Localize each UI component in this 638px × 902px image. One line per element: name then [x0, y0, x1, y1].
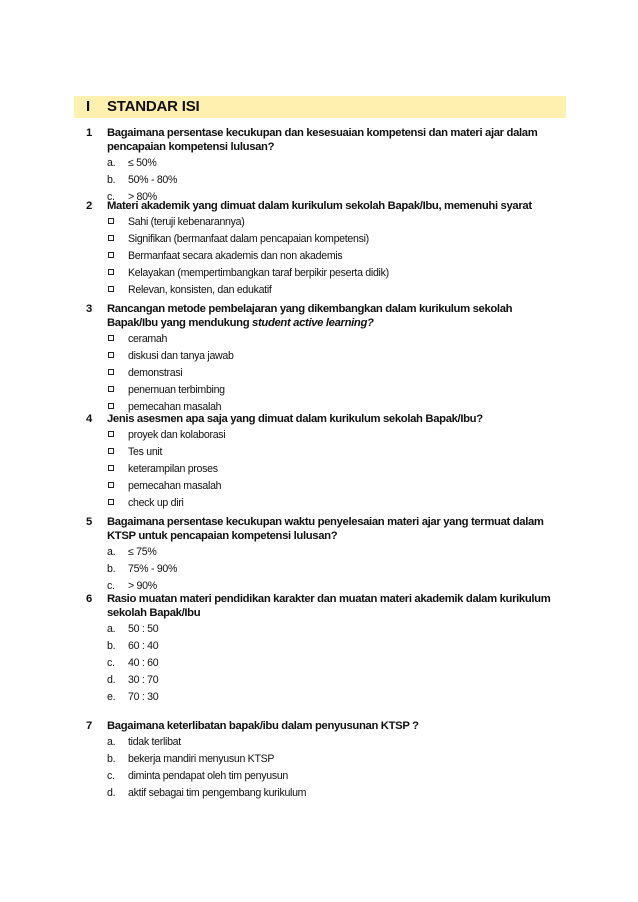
question-number: 1: [86, 127, 92, 139]
option-text: demonstrasi: [128, 367, 183, 379]
question-text-main: Jenis asesmen apa saja yang dimuat dalam kurikulum sekolah Bapak/Ibu?: [107, 413, 483, 425]
option-text: penemuan terbimbing: [128, 384, 225, 396]
option-text: proyek dan kolaborasi: [128, 429, 226, 441]
option-text: ≤ 50%: [128, 157, 157, 169]
option-text: 50% - 80%: [128, 174, 178, 186]
option-text: pemecahan masalah: [128, 480, 222, 492]
option-letter: b.: [107, 753, 116, 765]
checkbox-icon[interactable]: [108, 218, 114, 224]
question-text-main: Rancangan metode pembelajaran yang dikembangkan dalam kurikulum sekolah Bapak/Ibu yang mendukung: [107, 303, 513, 329]
checkbox-icon[interactable]: [108, 499, 114, 505]
option-text: check up diri: [128, 497, 184, 509]
option-letter: b.: [107, 563, 116, 575]
checkbox-icon[interactable]: [108, 269, 114, 275]
question-text: [107, 719, 559, 733]
question-text-main: Materi akademik yang dimuat dalam kurikulum sekolah Bapak/Ibu, memenuhi syarat: [107, 200, 532, 212]
option-text: > 80%: [128, 191, 157, 203]
question-text-emphasis: student active learning?: [252, 317, 374, 329]
option-letter: c.: [107, 770, 115, 782]
checkbox-icon[interactable]: [108, 431, 114, 437]
checkbox-icon[interactable]: [108, 448, 114, 454]
option-text: Sahi (teruji kebenarannya): [128, 216, 245, 228]
option-text: 75% - 90%: [128, 563, 178, 575]
option-text: 50 : 50: [128, 623, 159, 635]
option-letter: d.: [107, 787, 116, 799]
checkbox-icon[interactable]: [108, 465, 114, 471]
question-number: 4: [86, 413, 92, 425]
option-letter: c.: [107, 580, 115, 592]
option-letter: a.: [107, 736, 116, 748]
option-text: aktif sebagai tim pengembang kurikulum: [128, 787, 307, 799]
option-text: keterampilan proses: [128, 463, 218, 475]
question-text-main: Bagaimana persentase kecukupan waktu penyelesaian materi ajar yang termuat dalam KTSP untuk pencapaian kompetensi lulusan?: [107, 516, 544, 542]
option-letter: a.: [107, 623, 116, 635]
checkbox-icon[interactable]: [108, 403, 114, 409]
option-text: > 90%: [128, 580, 157, 592]
question-number: 3: [86, 303, 92, 315]
option-letter: b.: [107, 174, 116, 186]
checkbox-icon[interactable]: [108, 235, 114, 241]
question-text: [107, 199, 559, 213]
section-title: STANDAR ISI: [107, 98, 200, 115]
question-text: [107, 412, 559, 426]
question-number: 7: [86, 720, 92, 732]
option-text: diminta pendapat oleh tim penyusun: [128, 770, 289, 782]
checkbox-icon[interactable]: [108, 482, 114, 488]
option-text: pemecahan masalah: [128, 401, 222, 413]
checkbox-icon[interactable]: [108, 252, 114, 258]
checkbox-icon[interactable]: [108, 352, 114, 358]
option-letter: b.: [107, 640, 116, 652]
question-text-main: Bagaimana keterlibatan bapak/ibu dalam penyusunan KTSP ?: [107, 720, 419, 732]
option-text: 40 : 60: [128, 657, 159, 669]
option-letter: a.: [107, 546, 116, 558]
question-number: 2: [86, 200, 92, 212]
question-text: [107, 126, 559, 154]
option-letter: a.: [107, 157, 116, 169]
option-text: 70 : 30: [128, 691, 159, 703]
question-text: [107, 592, 559, 620]
checkbox-icon[interactable]: [108, 386, 114, 392]
option-text: Bermanfaat secara akademis dan non akademis: [128, 250, 343, 262]
section-number: I: [86, 98, 91, 115]
option-text: Kelayakan (mempertimbangkan taraf berpikir peserta didik): [128, 267, 389, 279]
question-number: 6: [86, 593, 92, 605]
option-text: tidak terlibat: [128, 736, 181, 748]
option-text: ceramah: [128, 333, 168, 345]
question-text-main: Rasio muatan materi pendidikan karakter dan muatan materi akademik dalam kurikulum sekolah Bapak/Ibu: [107, 593, 551, 619]
question-text-main: Bagaimana persentase kecukupan dan kesesuaian kompetensi dan materi ajar dalam pencapaian kompetensi lulusan?: [107, 127, 538, 153]
question-number: 5: [86, 516, 92, 528]
option-text: 60 : 40: [128, 640, 159, 652]
option-letter: c.: [107, 657, 115, 669]
option-text: diskusi dan tanya jawab: [128, 350, 234, 362]
option-text: ≤ 75%: [128, 546, 157, 558]
option-text: 30 : 70: [128, 674, 159, 686]
option-text: Signifikan (bermanfaat dalam pencapaian kompetensi): [128, 233, 369, 245]
option-text: Relevan, konsisten, dan edukatif: [128, 284, 272, 296]
option-text: Tes unit: [128, 446, 163, 458]
option-text: bekerja mandiri menyusun KTSP: [128, 753, 275, 765]
option-letter: d.: [107, 674, 116, 686]
question-text: [107, 302, 559, 330]
checkbox-icon[interactable]: [108, 335, 114, 341]
question-text: [107, 515, 559, 543]
option-letter: c.: [107, 191, 115, 203]
option-letter: e.: [107, 691, 116, 703]
checkbox-icon[interactable]: [108, 286, 114, 292]
checkbox-icon[interactable]: [108, 369, 114, 375]
